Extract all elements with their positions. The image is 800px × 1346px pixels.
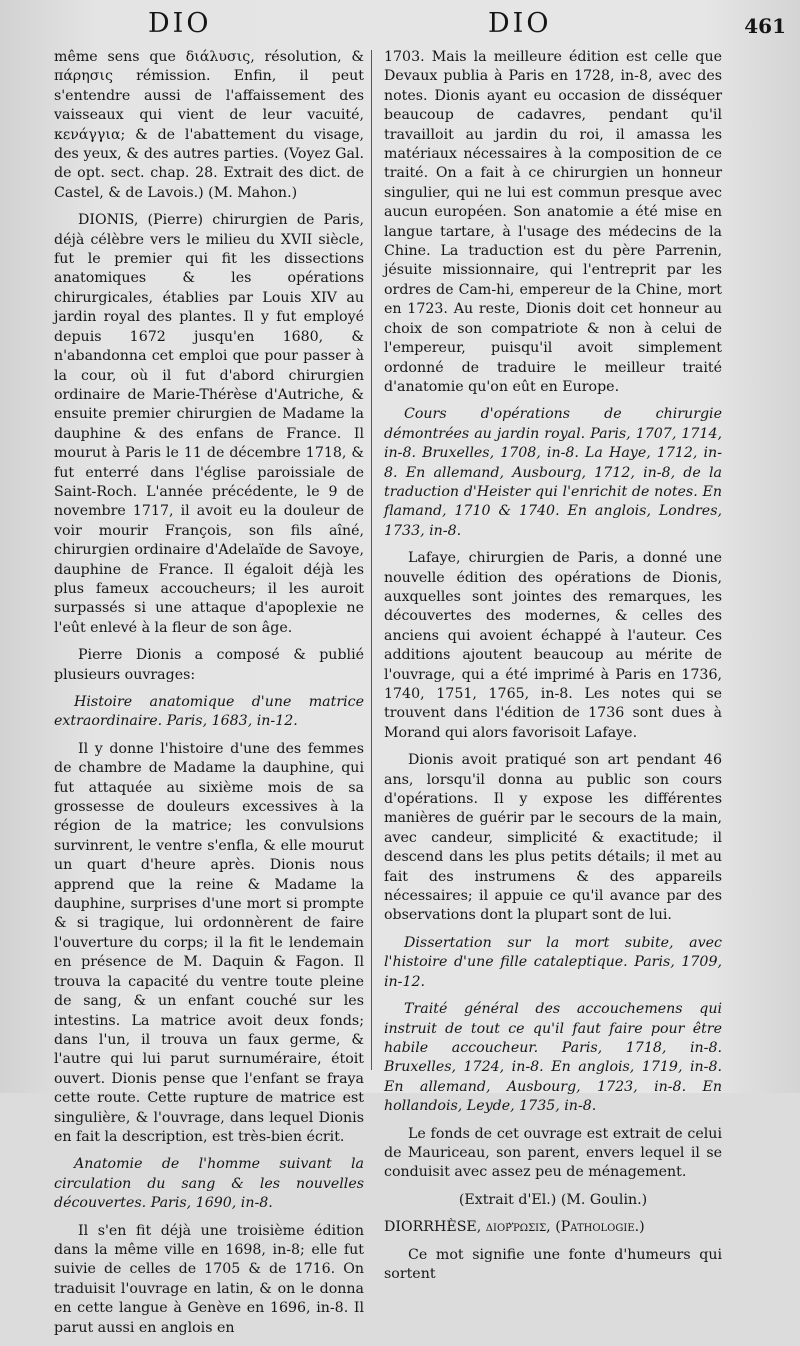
entry-diorrhese-heading: DIORRHÈSE, διοῤῥωσις, (Pathologie.): [384, 1219, 645, 1236]
paragraph-anatomie-editions: Il s'en fit déjà une troisième édition dans la même ville en 1698, in-8; elle fut suivie de celles de 1705 & de 1716. On traduisit l'ouvrage en latin, & on le donna en cette langue à Genève en 1696, in-8. Il parut aussi en anglois en: [54, 1222, 364, 1336]
paragraph-continuation: même sens que διάλυσις, résolution, & πάρησις rémission. Enfin, il peut s'entendre aussi de l'affaissement des vaisseaux qui vient de leur vacuité, κενάγγια; & de l'abattement du visage, des yeux, & des autres parties. (Voyez Gal. de opt. sect. chap. 28. Extrait des dict. de Castel, & de Lavois.) (M. Mahon.): [54, 49, 364, 201]
bibliography-cours: Cours d'opérations de chirurgie démontrées au jardin royal. Paris, 1707, 1714, in-8. Bruxelles, 1708, in-8. La Haye, 1712, in-8. En allemand, Ausbourg, 1712, in-8, de la traduction d'Heister qui l'enrichit de notes. En flamand, 1710 & 1740. En anglois, Londres, 1733, in-8.: [384, 406, 722, 539]
bibliography-dissertation: Dissertation sur la mort subite, avec l'histoire d'une fille cataleptique. Paris, 1709, in-12.: [384, 934, 722, 990]
paragraph-practice: Dionis avoit pratiqué son art pendant 46 ans, lorsqu'il donna au public son cours d'opérations. Il y expose les différentes manières de guérir par le secours de la main, avec candeur, simplicité & exactitude; il descend dans les plus petits détails; il met au fait des instrumens & des appareils nécessaires; il appuie ce qu'il avance par des observations dont la plupart sont de lui.: [384, 752, 722, 924]
column-divider: [371, 50, 372, 1070]
page-number: 461: [744, 14, 786, 38]
bibliography-histoire: Histoire anatomique d'une matrice extraordinaire. Paris, 1683, in-12.: [54, 694, 364, 730]
paragraph-anatomie-continued: 1703. Mais la meilleure édition est celle que Devaux publia à Paris en 1728, in-8, avec des notes. Dionis ayant eu occasion de disséquer beaucoup de cadavres, pendant qu'il travailloit au jardin du roi, il amassa les matériaux nécessaires à la composition de ce traité. On a fait à ce chirurgien un honneur singulier, qui ne lui est commun presque avec aucun européen. Son anatomie a été mise en langue tartare, à l'usage des médecins de la Chine. La traduction est du père Parrenin, jésuite missionnaire, qui l'entreprit par les ordres de Cam-hi, empereur de la Chine, mort en 1723. Au reste, Dionis doit cet honneur au choix de son compatriote & non à celui de l'empereur, puisqu'il avoit simplement ordonné de traduire le meilleur traité d'anatomie qu'on eût en Europe.: [384, 49, 722, 395]
bibliography-traite: Traité général des accouchemens qui instruit de tout ce qu'il faut faire pour être habile accoucheur. Paris, 1718, in-8. Bruxelles, 1724, in-8. En anglois, 1719, in-8. En allemand, Ausbourg, 1723, in-8. En hollandois, Leyde, 1735, in-8.: [384, 1001, 722, 1115]
bibliography-anatomie: Anatomie de l'homme suivant la circulation du sang & les nouvelles découvertes. Paris, 1690, in-8.: [54, 1156, 364, 1212]
paragraph-mauriceau: Le fonds de cet ouvrage est extrait de celui de Mauriceau, son parent, envers lequel il se conduisit avec assez peu de ménagement.: [384, 1125, 722, 1181]
left-column: [54, 48, 364, 1346]
entry-diorrhese-start: Ce mot signifie une fonte d'humeurs qui sortent: [384, 1246, 722, 1282]
right-column: [384, 48, 722, 1292]
attribution-goulin: (Extrait d'El.) (M. Goulin.): [458, 1191, 648, 1208]
paragraph-dionis-entry: DIONIS, (Pierre) chirurgien de Paris, déjà célèbre vers le milieu du XVII siècle, fut le premier qui fit les dissections anatomiques & les opérations chirurgicales, établies par Louis XIV au jardin royal des plantes. Il y fut employé depuis 1672 jusqu'en 1680, & n'abandonna cet emploi que pour passer à la cour, où il fut d'abord chirurgien ordinaire de Marie-Thérèse d'Autriche, & ensuite premier chirurgien de Madame la dauphine & des enfans de France. Il mourut à Paris le 11 de décembre 1718, & fut enterré dans l'église paroissiale de Saint-Roch. L'année précédente, le 9 de novembre 1717, il avoit eu la douleur de voir mourir François, son fils aîné, chirurgien ordinaire d'Adelaïde de Savoye, dauphine de France. Il égaloit déjà les plus fameux accoucheurs; il les auroit surpassés si une attaque d'apoplexie ne l'eût enlevé à la fleur de son âge.: [54, 212, 364, 636]
running-head-left: DIO: [148, 8, 212, 39]
paragraph-lafaye: Lafaye, chirurgien de Paris, a donné une nouvelle édition des opérations de Dionis, auxquelles sont jointes des remarques, les découvertes des modernes, & celles des anciens qui avoient échappé à l'auteur. Ces additions ajoutent beaucoup au mérite de l'ouvrage, qui a été imprimé à Paris en 1736, 1740, 1751, 1765, in-8. Les notes qui se trouvent dans l'édition de 1736 sont dues à Morand qui alors favorisoit Lafaye.: [384, 550, 722, 741]
paragraph-histoire-summary: Il y donne l'histoire d'une des femmes de chambre de Madame la dauphine, qui fut attaquée au sixième mois de sa grossesse de douleurs excessives à la région de la matrice; les convulsions survinrent, le ventre s'enfla, & elle mourut un quart d'heure après. Dionis nous apprend que la reine & Madame la dauphine, surprises d'une mort si prompte & si tragique, lui ordonnèrent de faire l'ouverture du corps; il la fit le lendemain en présence de M. Daquin & Fagon. Il trouva la capacité du ventre toute pleine de sang, & un enfant couché sur les intestins. La matrice avoit deux fonds; dans l'un, il trouva un faux germe, & l'autre qui lui parut surnuméraire, étoit ouvert. Dionis pense que l'enfant se fraya cette route. Cette rupture de matrice est singulière, & l'ouvrage, dans lequel Dionis en fait la description, est très-bien écrit.: [54, 740, 364, 1145]
paragraph-works-intro: Pierre Dionis a composé & publié plusieurs ouvrages:: [54, 647, 364, 683]
running-head-right: DIO: [488, 8, 552, 39]
